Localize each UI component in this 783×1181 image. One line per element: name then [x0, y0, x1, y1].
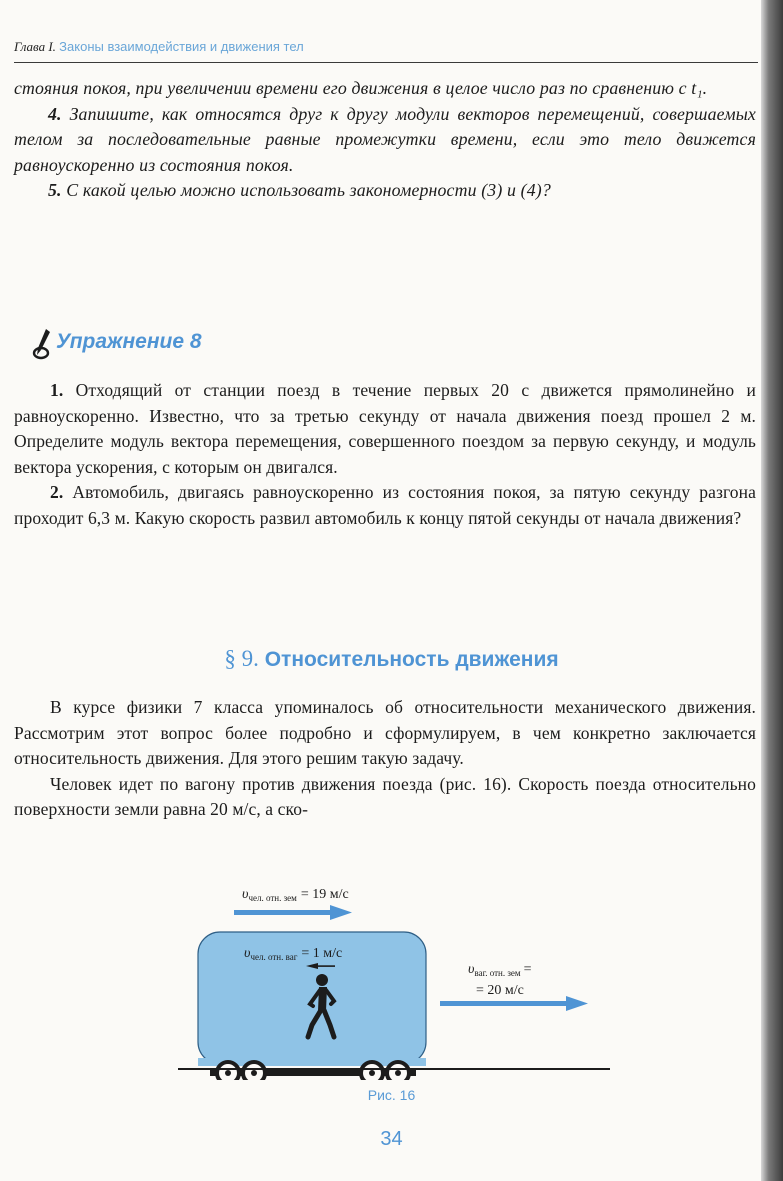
- questions-block: [14, 76, 756, 204]
- book-spine-shadow: [761, 0, 783, 1181]
- exercise-title: Упражнение 8: [56, 330, 202, 353]
- exercise-item-2-number: 2.: [50, 482, 64, 502]
- exercise-item-1-number: 1.: [50, 380, 64, 400]
- question-4: [14, 102, 756, 179]
- figure-16: [170, 880, 600, 1080]
- rail-line: [178, 1068, 610, 1070]
- label-right-line1: $\upsilon_{ваг. отн. зем}$ =: [468, 962, 532, 978]
- arrow-wagon-relative-ground: [440, 996, 588, 1011]
- section-paragraph-2: Человек идет по вагону против движения поезда (рис. 16). Скорость поезда относительно поверхности земли равна 20 м/с, а ско-: [14, 773, 756, 819]
- question-5-text: С какой целью можно использовать закономерности (3) и (4)?: [66, 180, 551, 201]
- exercise-item-1-text: Отходящий от станции поезд в течение первых 20 с движется прямолинейно и равноускоренно. Известно, что за третью секунду от начала движения поезд прошел 2 м. Определите модуль вектора перемещения, совершенного поездом за первую секунду, и модуль вектора ускорения, с которым он двигался.: [14, 380, 756, 477]
- label-inner: $\upsilon_{чел. отн. ваг} = 1$ м/с: [244, 946, 343, 962]
- question-5: [14, 178, 756, 204]
- exercise-item-2-text: Автомобиль, двигаясь равноускоренно из состояния покоя, за пятую секунду разгона проходит 6,3 м. Какую скорость развил автомобиль к концу пятой секунды от начала движения?: [14, 482, 756, 528]
- exercise-item-1: [14, 378, 756, 480]
- question-4-text: Запишите, как относятся друг к другу модули векторов перемещений, совершаемых телом за последовательные равные промежутки времени, если это тело движется равноускоренно из состояния покоя.: [14, 103, 756, 175]
- section-heading: [0, 646, 783, 672]
- page-number: 34: [380, 1128, 403, 1150]
- exercise-items: [14, 378, 756, 531]
- question-3-tail: стояния покоя, при увеличении времени его движения в целое число раз по сравнению с t₁.: [14, 78, 708, 98]
- section-sign: § 9.: [224, 646, 259, 671]
- label-top: $\upsilon_{чел. отн. зем} = 19$ м/с: [242, 887, 349, 903]
- section-body: [14, 695, 756, 823]
- exercise-item-2: [14, 480, 756, 531]
- chapter-title: Законы взаимодействия и движения тел: [59, 39, 304, 54]
- label-right-line2: = 20 м/с: [476, 983, 524, 998]
- question-5-number: 5.: [48, 180, 62, 201]
- figure-caption: Рис. 16: [367, 1087, 416, 1103]
- question-4-number: 4.: [48, 103, 62, 124]
- section-paragraph-1: В курсе физики 7 класса упоминалось об относительности механического движения. Рассмотрим этот вопрос более подробно и сформулируем, в чем конкретно заключается относительность движения. Для этого решим такую задачу.: [14, 697, 756, 768]
- arrow-person-relative-ground: [234, 905, 352, 920]
- chapter-number: Глава I.: [14, 39, 56, 54]
- pen-icon: [32, 328, 54, 360]
- section-title: Относительность движения: [264, 648, 559, 671]
- header-rule: [14, 62, 758, 63]
- running-header: [14, 39, 754, 55]
